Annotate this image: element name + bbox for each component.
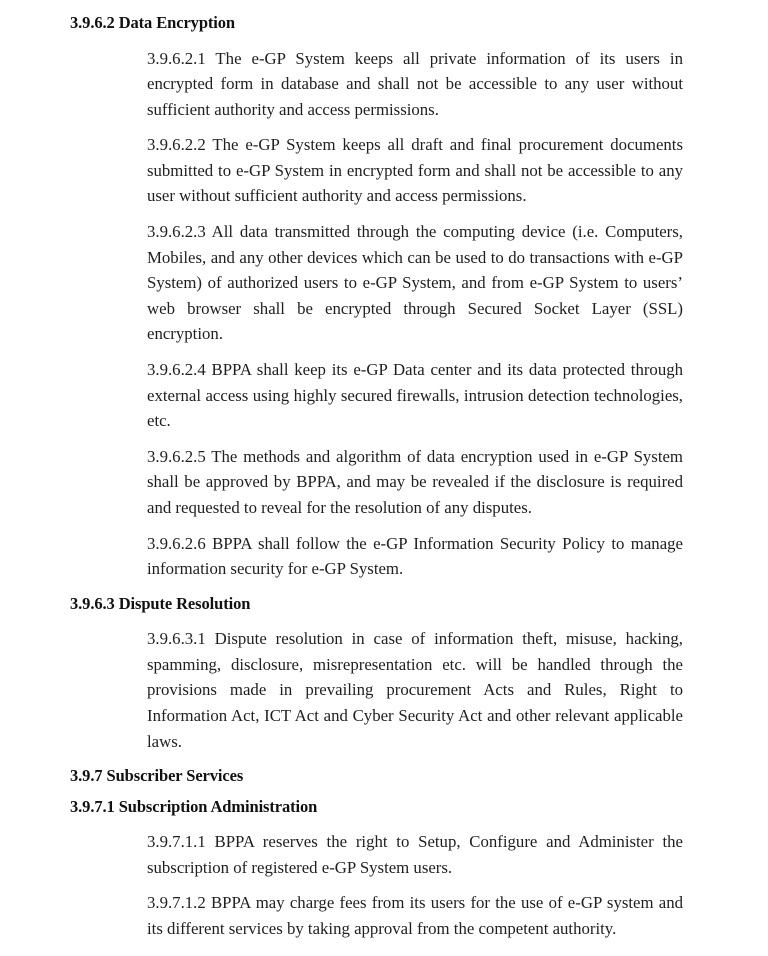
spacer [70,582,683,591]
paragraph-3-9-6-2-1: 3.9.6.2.1 The e-GP System keeps all private information of its users in encrypted form in database and shall not be accessible to any user without sufficient authority and access permissions. [147,48,683,119]
paragraph-3-9-6-2-6: 3.9.6.2.6 BPPA shall follow the e-GP Information Security Policy to manage information security for e-GP System. [147,533,683,579]
paragraph-3-9-6-2-5: 3.9.6.2.5 The methods and algorithm of data encryption used in e-GP System shall be approved by BPPA, and may be revealed if the disclosure is required and requested to reveal for the resolution of any disputes. [147,446,683,517]
document-body [70,10,683,942]
spacer [70,880,683,890]
paragraph-3-9-6-3-1: 3.9.6.3.1 Dispute resolution in case of information theft, misuse, hacking, spamming, disclosure, misrepresentation etc. will be handled through the provisions made in prevailing procurement Acts and Rules, Right to Information Act, ICT Act and Cyber Security Act and other relevant applicable laws. [147,629,683,751]
spacer [70,347,683,357]
spacer [70,521,683,531]
paragraph-3-9-6-2-2: 3.9.6.2.2 The e-GP System keeps all draft and final procurement documents submitted to e-GP System in encrypted form and shall not be accessible to any user without sufficient authority and access permissions. [147,135,683,206]
spacer [70,209,683,219]
spacer [70,434,683,444]
section-heading-3-9-7-1: 3.9.7.1 Subscription Administration [70,796,318,816]
paragraph-3-9-7-1-1: 3.9.7.1.1 BPPA reserves the right to Setup, Configure and Administer the subscription of registered e-GP System users. [147,832,683,877]
spacer [70,754,683,763]
paragraph-3-9-6-2-3: 3.9.6.2.3 All data transmitted through the computing device (i.e. Computers, Mobiles, and any other devices which can be used to do transactions with e-GP System) of authorized users to e-GP System, and from e-GP System to users’ web browser shall be encrypted through Secured Socket Layer (SSL) encryption. [147,222,683,344]
spacer [70,616,683,626]
section-heading-3-9-6-3: 3.9.6.3 Dispute Resolution [70,593,251,613]
section-heading-3-9-6-2: 3.9.6.2 Data Encryption [70,13,235,32]
spacer [70,122,683,132]
spacer [70,819,683,829]
section-heading-3-9-7: 3.9.7 Subscriber Services [70,766,244,786]
paragraph-3-9-7-1-2: 3.9.7.1.2 BPPA may charge fees from its users for the use of e-GP system and its different services by taking approval from the competent authority. [147,893,683,939]
spacer [70,36,683,46]
paragraph-3-9-6-2-4: 3.9.6.2.4 BPPA shall keep its e-GP Data center and its data protected through external access using highly secured firewalls, intrusion detection technologies, etc. [147,360,683,431]
